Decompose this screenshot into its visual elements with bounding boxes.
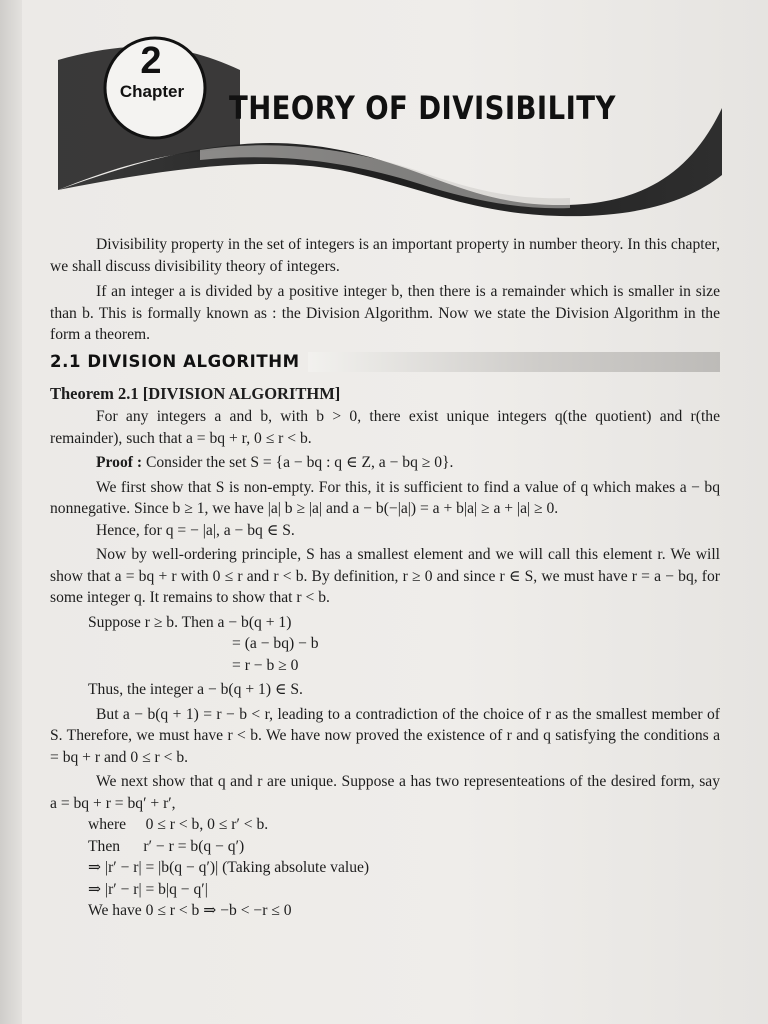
- proof-label: Proof :: [96, 454, 143, 471]
- proof-hence-line: Hence, for q = − |a|, a − bq ∈ S.: [96, 521, 295, 539]
- proof-opening: [50, 452, 720, 474]
- page-content: [50, 234, 744, 922]
- proof-thus-line: Thus, the integer a − b(q + 1) ∈ S.: [88, 681, 303, 698]
- section-title: 2.1 DIVISION ALGORITHM: [50, 351, 300, 371]
- proof-where-line: where 0 ≤ r < b, 0 ≤ r′ < b.: [88, 816, 269, 833]
- proof-absolute-line-1: ⇒ |r′ − r| = |b(q − q′)| (Taking absolute value): [88, 859, 370, 876]
- intro-paragraph-2: If an integer a is divided by a positive integer b, then there is a remainder which is smaller in size than b. This is formally known as : the Division Algorithm. Now we state the Division Algorithm in the form a theorem.: [50, 283, 720, 343]
- proof-step-2: = r − b ≥ 0: [232, 656, 299, 674]
- proof-suppose-line: Suppose r ≥ b. Then a − b(q + 1): [88, 613, 292, 631]
- section-rule: [308, 352, 720, 372]
- proof-absolute-line-2: ⇒ |r′ − r| = b|q − q′|: [88, 880, 208, 898]
- intro-paragraph-1: Divisibility property in the set of integers is an important property in number theory. In this chapter, we shall discuss divisibility theory of integers.: [50, 236, 720, 275]
- proof-step-1: = (a − bq) − b: [232, 635, 319, 652]
- proof-last-line: We have 0 ≤ r < b ⇒ −b < −r ≤ 0: [88, 902, 292, 919]
- proof-nonempty-paragraph: We first show that S is non-empty. For this, it is sufficient to find a value of q which makes a − bq nonnegative. Since b ≥ 1, we have |a| b ≥ |a| and a − b(−|a|) = a + b|a| ≥ a + |a| ≥ 0.: [50, 478, 720, 517]
- theorem-heading: Theorem 2.1 [DIVISION ALGORITHM]: [50, 383, 341, 403]
- proof-uniqueness-paragraph: We next show that q and r are unique. Suppose a has two representeations of the desired form, say a = bq + r = bq′ + r′,: [50, 773, 744, 812]
- chapter-title: THEORY OF DIVISIBILITY: [229, 89, 616, 127]
- proof-set-definition: Consider the set S = {a − bq : q ∈ Z, a − bq ≥ 0}.: [145, 454, 454, 471]
- chapter-number: 2: [140, 40, 162, 82]
- proof-contradiction-paragraph: But a − b(q + 1) = r − b < r, leading to a contradiction of the choice of r as the smallest member of S. Therefore, we must have r < b. We have now proved the existence of r and q satisfying the conditions a = bq + r and 0 ≤ r < b.: [50, 705, 720, 766]
- proof-well-ordering-paragraph: Now by well-ordering principle, S has a smallest element and we will call this element r. We will show that a = bq + r with 0 ≤ r and r < b. By definition, r ≥ 0 and since r ∈ S, we must have r = a − bq, for some integer q. It remains to show that r < b.: [50, 546, 720, 606]
- proof-then-line: Then r′ − r = b(q − q′): [88, 837, 245, 855]
- section-heading: [50, 351, 720, 373]
- theorem-statement: For any integers a and b, with b > 0, there exist unique integers q(the quotient) and r(the remainder), such that a = bq + r, 0 ≤ r < b.: [50, 408, 720, 447]
- chapter-label: Chapter: [119, 82, 185, 101]
